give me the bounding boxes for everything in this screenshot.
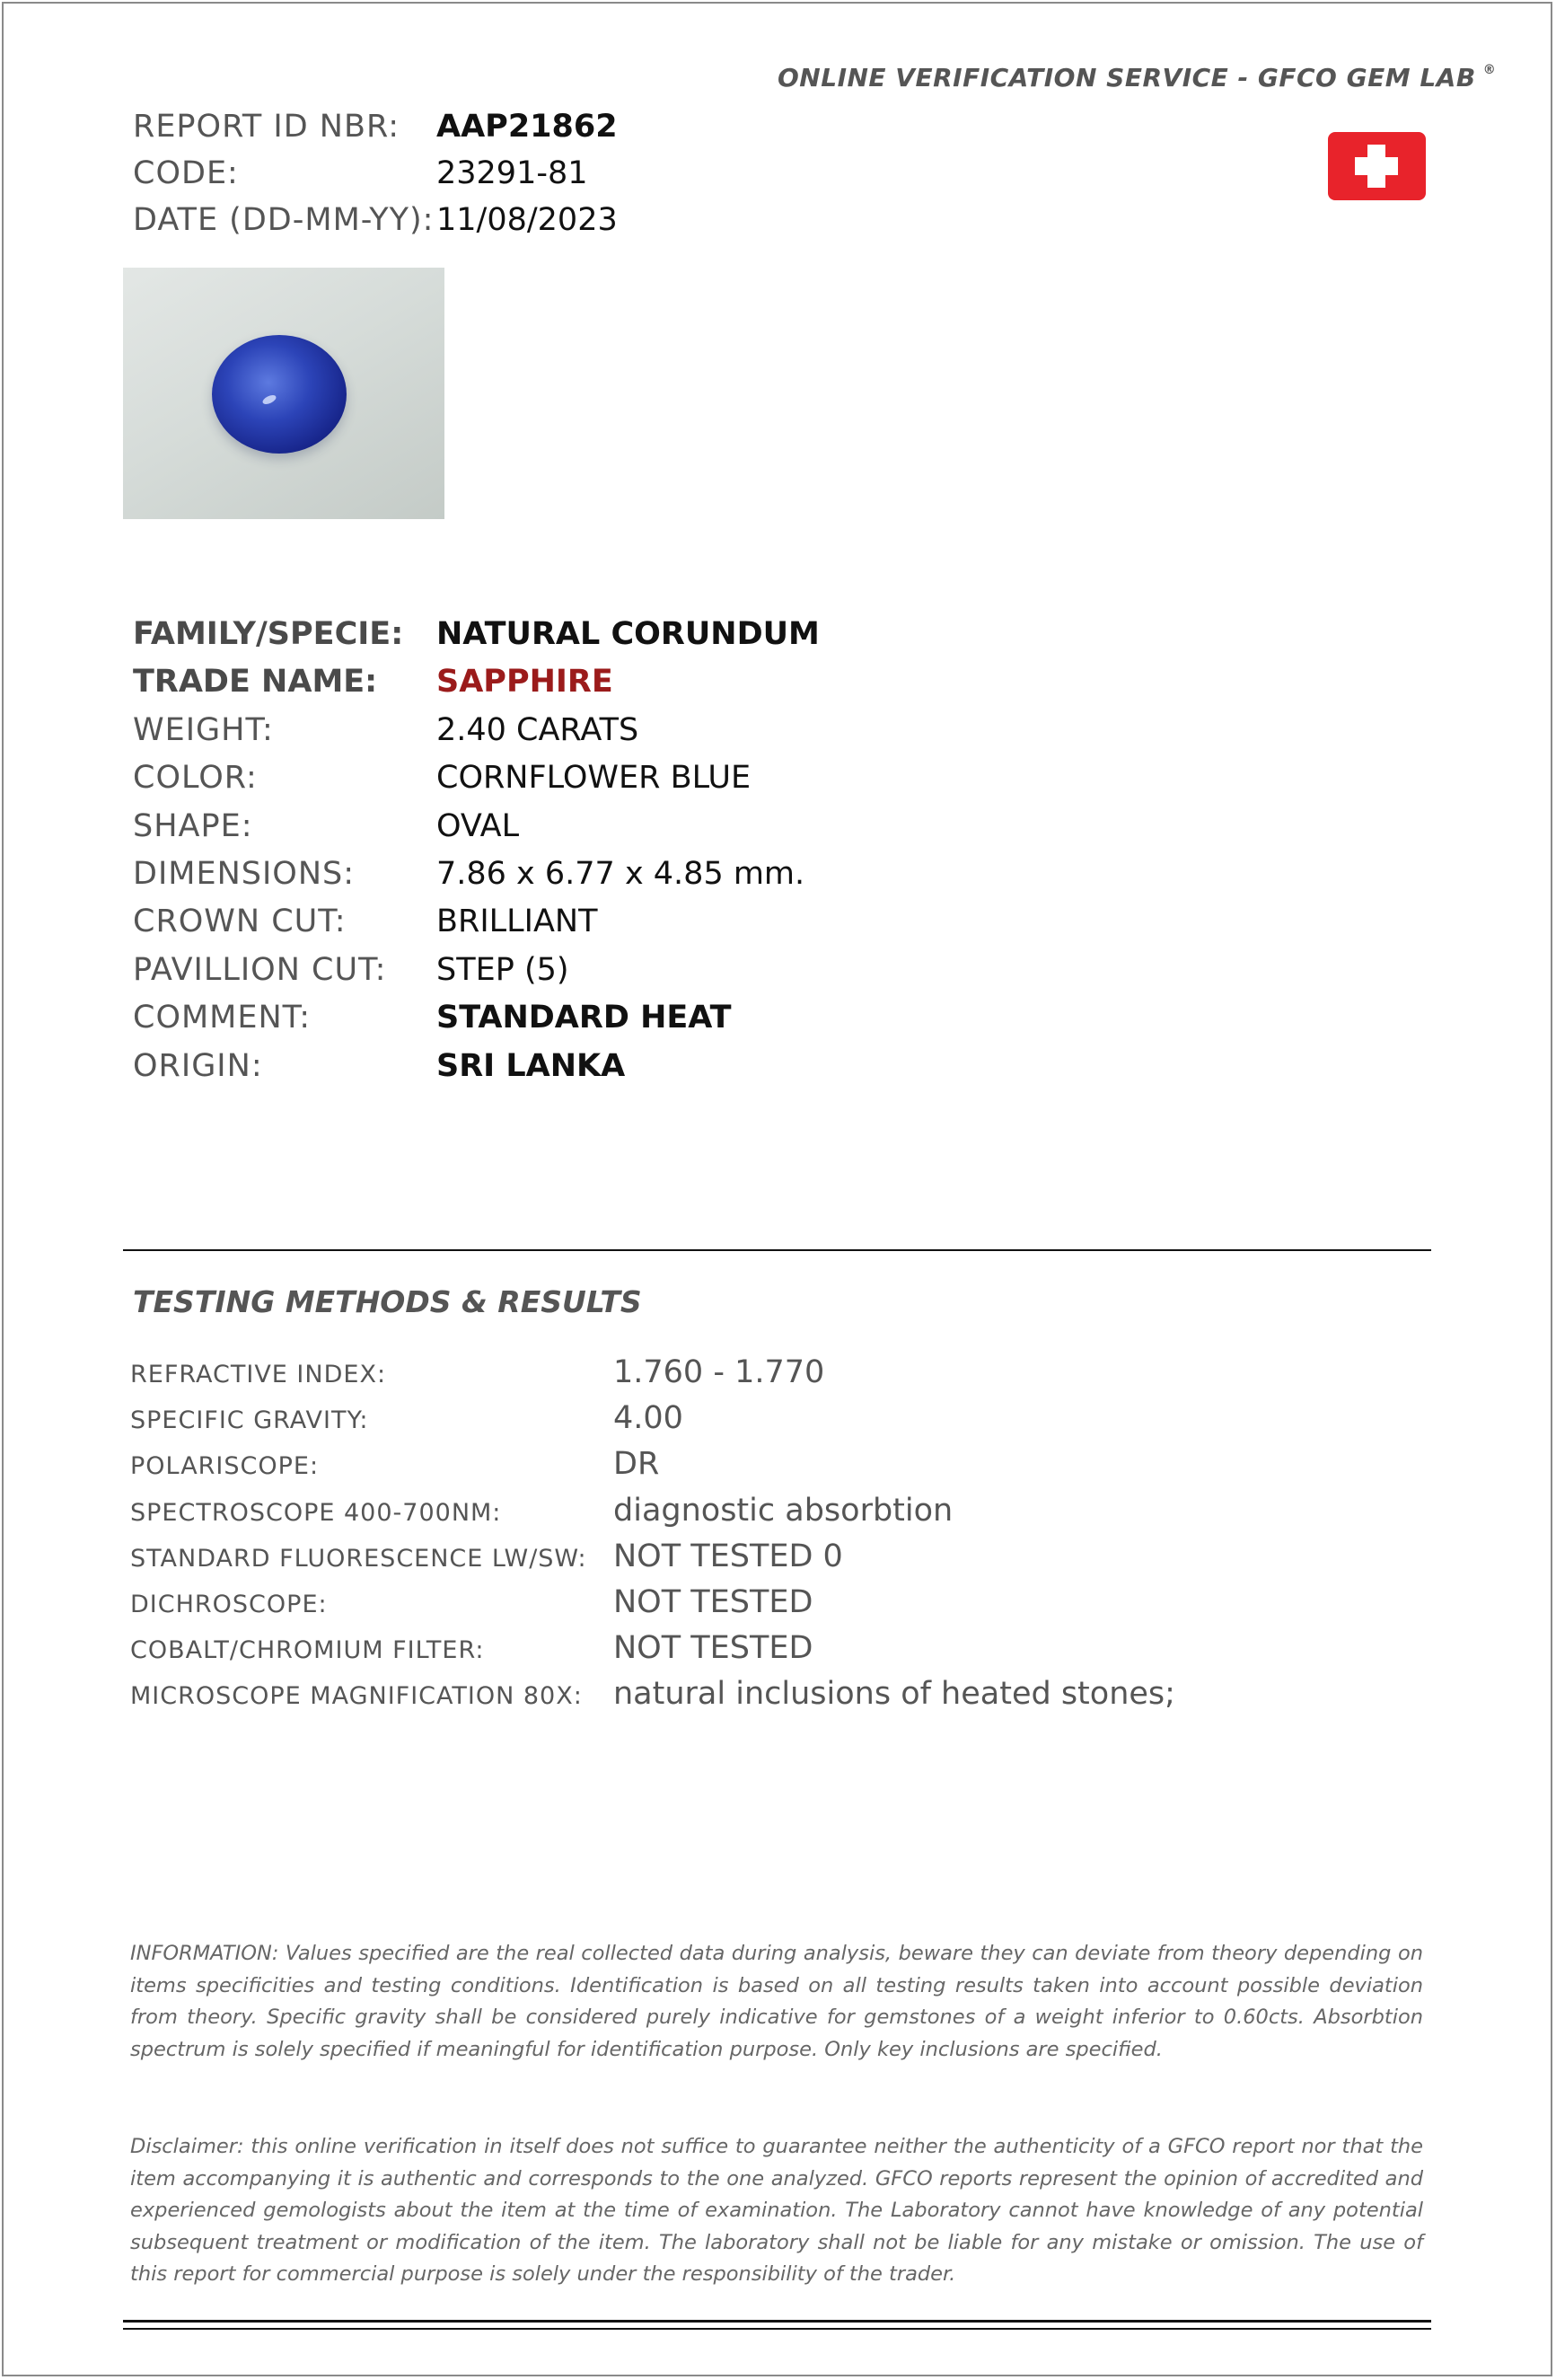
footer-rule-bottom bbox=[123, 2328, 1431, 2330]
test-label: COBALT/CHROMIUM FILTER: bbox=[130, 1636, 485, 1665]
detail-value: OVAL bbox=[436, 807, 520, 844]
service-title-text: ONLINE VERIFICATION SERVICE - GFCO GEM LAB bbox=[778, 63, 1476, 93]
test-row bbox=[130, 1354, 1175, 1400]
gem-glint bbox=[261, 393, 277, 406]
detail-value: 7.86 x 6.77 x 4.85 mm. bbox=[436, 856, 805, 893]
detail-label: ORIGIN: bbox=[133, 1047, 263, 1084]
test-row bbox=[130, 1400, 1175, 1446]
date-value: 11/08/2023 bbox=[436, 202, 618, 238]
test-value: 1.760 - 1.770 bbox=[613, 1354, 825, 1390]
detail-label: WEIGHT: bbox=[133, 711, 274, 748]
test-value: NOT TESTED 0 bbox=[613, 1538, 843, 1574]
test-label: STANDARD FLUORESCENCE LW/SW: bbox=[130, 1544, 587, 1573]
detail-label: TRADE NAME: bbox=[133, 664, 378, 701]
test-value: natural inclusions of heated stones; bbox=[613, 1676, 1175, 1713]
detail-value: SRI LANKA bbox=[436, 1047, 626, 1084]
detail-value: STEP (5) bbox=[436, 951, 569, 988]
registered-mark: ® bbox=[1482, 63, 1497, 77]
test-value: NOT TESTED bbox=[613, 1583, 813, 1620]
detail-label: SHAPE: bbox=[133, 807, 253, 844]
test-label: MICROSCOPE MAGNIFICATION 80X: bbox=[130, 1682, 583, 1711]
test-label: SPECIFIC GRAVITY: bbox=[130, 1406, 369, 1435]
test-row bbox=[130, 1584, 1175, 1630]
report-header bbox=[133, 103, 618, 243]
section-divider bbox=[123, 1249, 1431, 1251]
gem-details bbox=[133, 611, 820, 1090]
detail-row bbox=[133, 707, 820, 754]
trade-name-value: SAPPHIRE bbox=[436, 664, 613, 701]
test-row bbox=[130, 1676, 1175, 1722]
swiss-flag-icon bbox=[1328, 132, 1426, 200]
flag-cross-horizontal bbox=[1355, 157, 1398, 175]
detail-value: BRILLIANT bbox=[436, 904, 598, 940]
detail-value: CORNFLOWER BLUE bbox=[436, 760, 752, 797]
test-label: SPECTROSCOPE 400-700NM: bbox=[130, 1498, 502, 1527]
detail-label: CROWN CUT: bbox=[133, 904, 347, 940]
test-row bbox=[130, 1538, 1175, 1584]
test-value: NOT TESTED bbox=[613, 1630, 813, 1667]
sapphire-gem-image bbox=[212, 335, 347, 454]
test-row bbox=[130, 1446, 1175, 1492]
date-row bbox=[133, 197, 618, 243]
test-label: DICHROSCOPE: bbox=[130, 1590, 328, 1618]
information-paragraph: INFORMATION: Values specified are the real collected data during analysis, beware they can deviate from theory depending on items specificities and testing conditions. Identification is based on all testing results taken into account possible deviation from theory. Specific gravity shall be considered purely indicative for gemstones of a weight inferior to 0.60cts. Absorbtion spectrum is solely specified if meaningful for identification purpose. Only key inclusions are specified. bbox=[130, 1942, 1423, 2061]
detail-row bbox=[133, 754, 820, 802]
report-id-row bbox=[133, 103, 618, 150]
report-id-value: AAP21862 bbox=[436, 109, 618, 145]
code-value: 23291-81 bbox=[436, 155, 588, 191]
test-value: DR bbox=[613, 1446, 660, 1483]
test-row bbox=[130, 1493, 1175, 1538]
detail-row bbox=[133, 658, 820, 706]
test-row bbox=[130, 1630, 1175, 1676]
code-row bbox=[133, 150, 618, 197]
detail-label: FAMILY/SPECIE: bbox=[133, 616, 404, 652]
detail-label: PAVILLION CUT: bbox=[133, 951, 387, 988]
test-label: REFRACTIVE INDEX: bbox=[130, 1361, 387, 1388]
testing-title: TESTING METHODS & RESULTS bbox=[133, 1284, 642, 1319]
test-label: POLARISCOPE: bbox=[130, 1452, 320, 1481]
detail-label: COMMENT: bbox=[133, 1000, 312, 1036]
detail-label: DIMENSIONS: bbox=[133, 856, 356, 893]
test-value: 4.00 bbox=[613, 1400, 683, 1437]
code-label: CODE: bbox=[133, 155, 239, 191]
test-value: diagnostic absorbtion bbox=[613, 1492, 954, 1529]
detail-row bbox=[133, 947, 820, 994]
report-id-label: REPORT ID NBR: bbox=[133, 109, 400, 145]
date-label: DATE (DD-MM-YY): bbox=[133, 202, 435, 238]
detail-row bbox=[133, 898, 820, 946]
detail-value: NATURAL CORUNDUM bbox=[436, 616, 820, 652]
detail-row bbox=[133, 1043, 820, 1090]
detail-row bbox=[133, 803, 820, 851]
footer-rule-top bbox=[123, 2320, 1431, 2323]
detail-row bbox=[133, 611, 820, 658]
detail-row bbox=[133, 851, 820, 898]
detail-value: 2.40 CARATS bbox=[436, 711, 639, 748]
disclaimer-paragraph: Disclaimer: this online verification in itself does not suffice to guarantee neither the authenticity of a GFCO report nor that the item accompanying it is authentic and corresponds to the one analyzed. GFCO reports represent the opinion of accredited and experienced gemologists about the item at the time of examination. The Laboratory cannot have knowledge of any potential subsequent treatment or modification of the item. The laboratory shall not be liable for any mistake or omission. The use of this report for commercial purpose is solely under the responsibility of the trader. bbox=[130, 2135, 1423, 2286]
detail-row bbox=[133, 994, 820, 1042]
testing-results bbox=[130, 1354, 1175, 1723]
gem-photo bbox=[123, 268, 444, 519]
detail-label: COLOR: bbox=[133, 760, 258, 797]
detail-value: STANDARD HEAT bbox=[436, 1000, 732, 1036]
service-title bbox=[778, 63, 1496, 93]
